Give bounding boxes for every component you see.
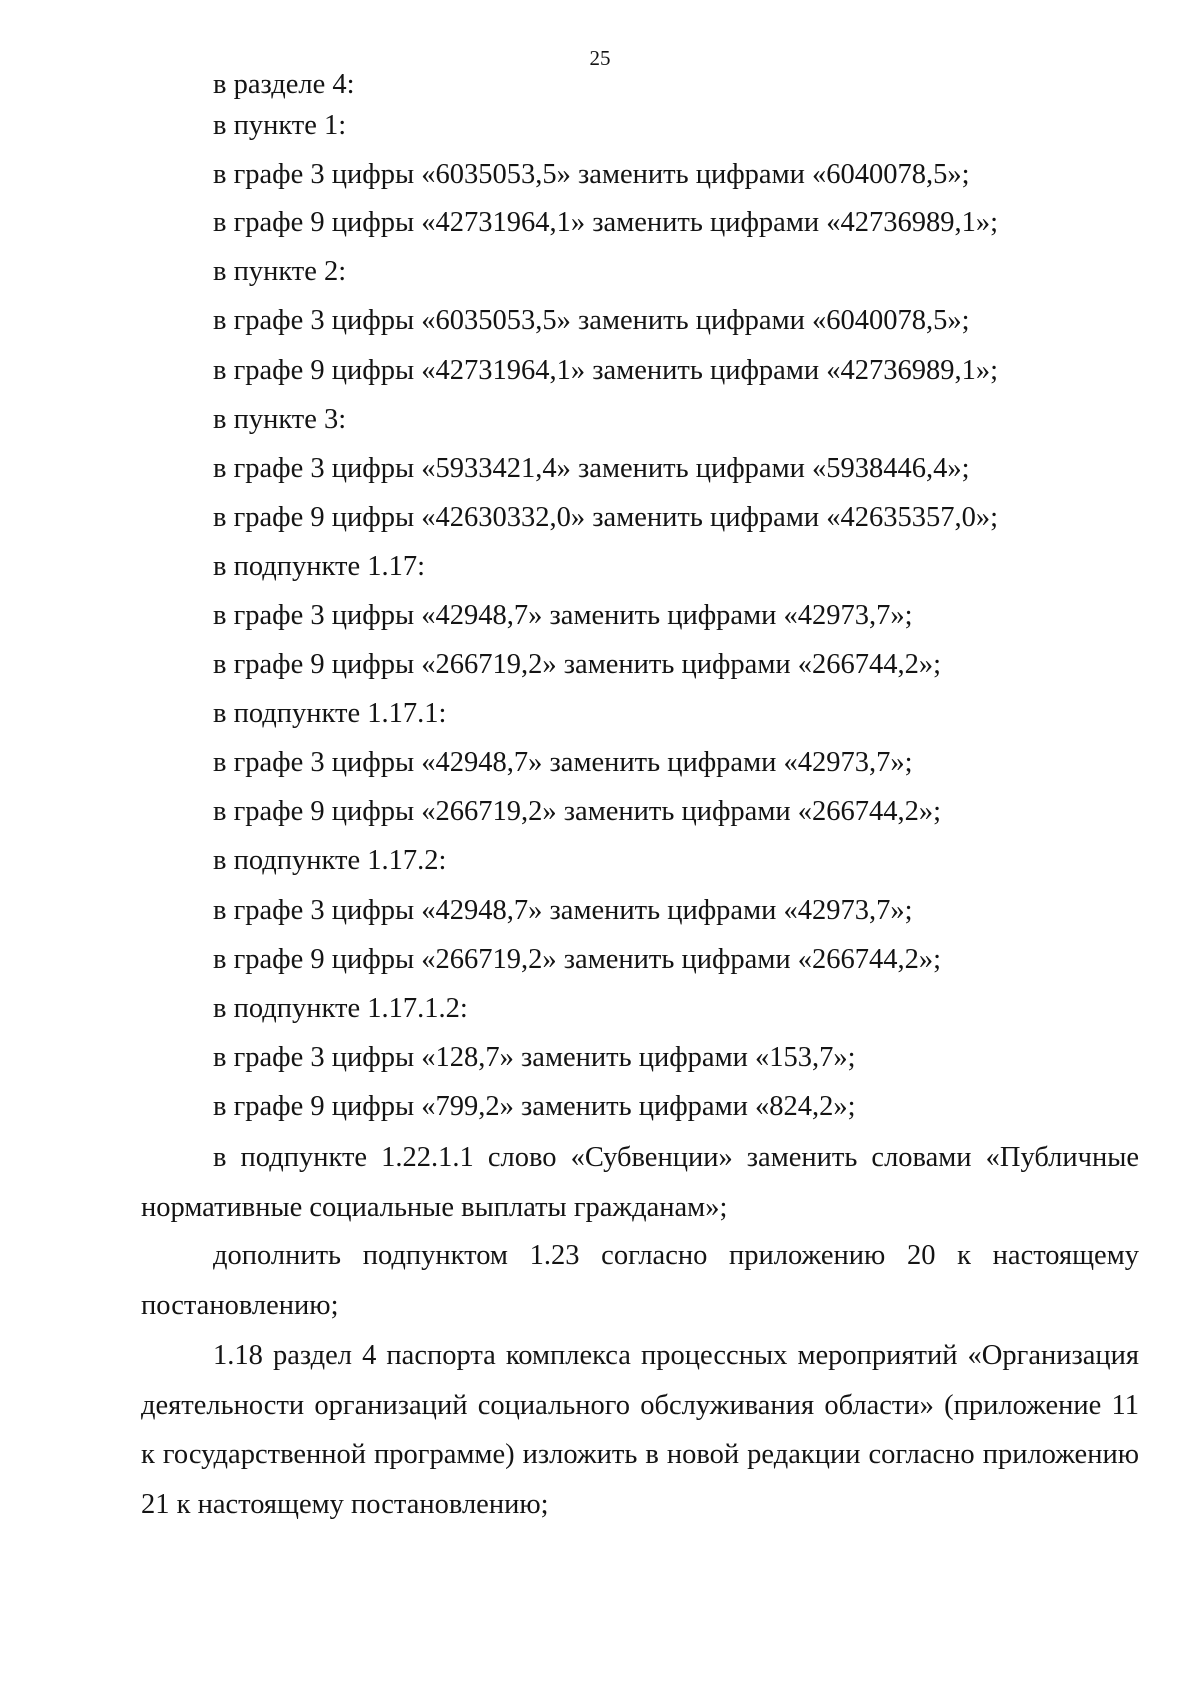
paragraph: 1.18 раздел 4 паспорта комплекса процессных мероприятий «Организация деятельности организаций социального обслуживания области» (приложение 11 к государственной программе) изложить в новой редакции согласно приложению 21 к настоящему постановлению; [141,1340,1139,1520]
text-line: в графе 9 цифры «42731964,1» заменить цифрами «42736989,1»; [213,355,999,386]
text-line: в пункте 2: [213,256,347,287]
text-line: в графе 3 цифры «6035053,5» заменить цифрами «6040078,5»; [213,159,970,190]
text-line: в разделе 4: [213,69,355,100]
text-line: в подпункте 1.17.2: [213,845,447,876]
page-number: 25 [589,46,611,70]
text-line: в подпункте 1.17.1.2: [213,993,468,1024]
paragraph: дополнить подпунктом 1.23 согласно приложению 20 к настоящему постановлению; [141,1240,1139,1321]
text-line: в графе 9 цифры «266719,2» заменить цифрами «266744,2»; [213,649,942,680]
paragraph: в подпункте 1.22.1.1 слово «Субвенции» заменить словами «Публичные нормативные социальные выплаты гражданам»; [141,1142,1139,1223]
text-line: в графе 9 цифры «42630332,0» заменить цифрами «42635357,0»; [213,502,999,533]
text-line: в пункте 1: [213,110,347,141]
text-line: в подпункте 1.17: [213,551,426,582]
text-line: в подпункте 1.17.1: [213,698,447,729]
text-line: в графе 9 цифры «799,2» заменить цифрами «824,2»; [213,1091,856,1122]
text-line: в графе 3 цифры «42948,7» заменить цифрами «42973,7»; [213,747,913,778]
text-line: в графе 9 цифры «42731964,1» заменить цифрами «42736989,1»; [213,207,999,238]
text-line: в пункте 3: [213,404,347,435]
text-line: в графе 9 цифры «266719,2» заменить цифрами «266744,2»; [213,796,942,827]
text-line: в графе 3 цифры «5933421,4» заменить цифрами «5938446,4»; [213,453,970,484]
text-line: в графе 3 цифры «42948,7» заменить цифрами «42973,7»; [213,600,913,631]
text-line: в графе 9 цифры «266719,2» заменить цифрами «266744,2»; [213,944,942,975]
text-line: в графе 3 цифры «42948,7» заменить цифрами «42973,7»; [213,895,913,926]
text-line: в графе 3 цифры «6035053,5» заменить цифрами «6040078,5»; [213,305,970,336]
text-line: в графе 3 цифры «128,7» заменить цифрами «153,7»; [213,1042,856,1073]
